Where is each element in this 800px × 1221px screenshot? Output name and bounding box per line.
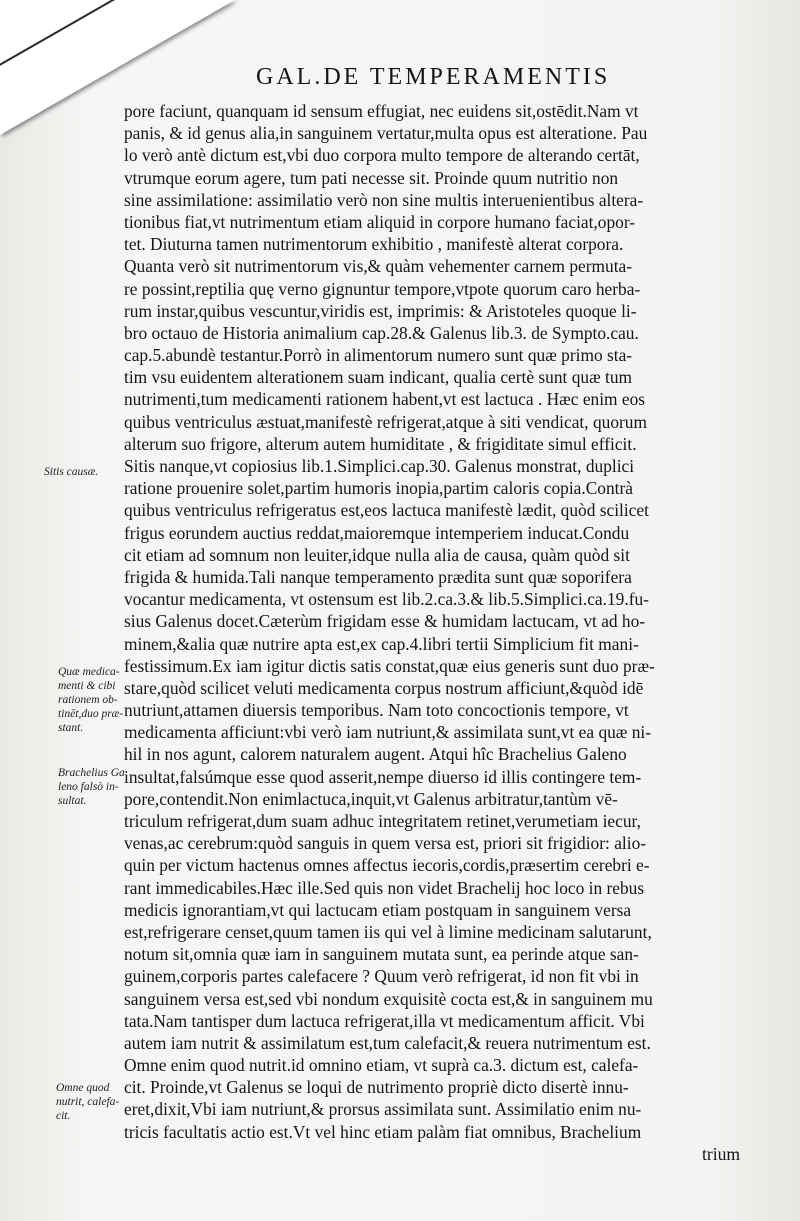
text-line: triculum refrigerat,dum suam adhuc integritatem retinet,verumetiam iecur, bbox=[124, 811, 641, 831]
text-line: tricis facultatis actio est.Vt vel hinc etiam palàm fiat omnibus, Brachelium bbox=[124, 1121, 642, 1142]
text-line: vtrumque eorum agere, tum pati necesse sit. Proinde quum nutritio non bbox=[124, 167, 619, 188]
text-line: eret,dixit,Vbi iam nutriunt,& prorsus assimilata sunt. Assimilatio enim nu- bbox=[124, 1099, 642, 1120]
text-line: guinem,corporis partes calefacere ? Quum verò refrigerat, id non fit vbi in bbox=[124, 966, 639, 987]
text-line: tata.Nam tantisper dum lactuca refrigerat,illa vt medicamentum afficit. Vbi bbox=[124, 1010, 645, 1031]
text-line: re possint,reptilia quę verno gignuntur tempore,vtpote quorum caro herba- bbox=[124, 278, 641, 299]
text-line: pore faciunt, quanquam id sensum effugiat, nec euidens sit,ostēdit.Nam vt bbox=[124, 101, 639, 121]
text-line: frigus eorundem auctius reddat,maioremque intemperiem inducat.Condu bbox=[124, 522, 630, 543]
margin-note-line: rationem ob- bbox=[58, 694, 118, 706]
running-header: GAL.DE TEMPERAMENTIS bbox=[256, 64, 611, 90]
text-line: tionibus fiat,vt nutrimentum etiam aliquid in corpore humano faciat,opor- bbox=[124, 211, 636, 232]
margin-note-line: nutrit, calefa- bbox=[56, 1096, 120, 1108]
text-line: est,refrigerare censet,quum tamen iis qui vel à limine medicinam salutarunt, bbox=[124, 921, 652, 942]
margin-note-line: cit. bbox=[56, 1110, 71, 1122]
body-text bbox=[124, 100, 764, 1165]
text-line: quibus ventriculus refrigeratus est,eos lactuca manifestè lædit, quòd scilicet bbox=[124, 500, 649, 521]
margin-note-omne-quod-nutrit bbox=[56, 1081, 119, 1123]
margin-note-line: stant. bbox=[58, 722, 84, 734]
margin-note-line: Omne quod bbox=[56, 1082, 110, 1094]
text-line: nutrimenti,tum medicamenti rationem habent,vt est lactuca . Hæc enim eos bbox=[124, 389, 646, 410]
margin-note-line: menti & cibi bbox=[58, 680, 116, 692]
text-line: Quanta verò sit nutrimentorum vis,& quàm vehementer carnem permuta- bbox=[124, 256, 633, 277]
text-line: ratione prouenire solet,partim humoris inopia,partim caloris copia.Contrà bbox=[124, 478, 634, 499]
margin-note-brachelius bbox=[58, 766, 125, 808]
margin-note-line: leno falsò in- bbox=[58, 781, 119, 793]
text-line: alterum suo frigore, alterum autem humiditate , & frigiditate simul efficit. bbox=[124, 433, 637, 454]
text-line: pore,contendit.Non enimlactuca,inquit,vt Galenus arbitratur,tantùm vē- bbox=[124, 788, 618, 809]
text-line: cap.5.abundè testantur.Porrò in alimentorum numero sunt quæ primo sta- bbox=[124, 345, 633, 366]
text-line: medicamenta afficiunt:vbi verò iam nutriunt,& assimilata sunt,vt ea quæ ni- bbox=[124, 722, 652, 743]
margin-note-line: Brachelius Ga bbox=[58, 767, 125, 779]
margin-note-duo-praestant bbox=[58, 665, 123, 735]
text-line: nutriunt,attamen diuersis temporibus. Nam toto concoctionis tempore, vt bbox=[124, 700, 629, 721]
text-line: Sitis nanque,vt copiosius lib.1.Simplici.cap.30. Galenus monstrat, duplici bbox=[124, 456, 635, 476]
text-line: notum sit,omnia quæ iam in sanguinem mutata sunt, ea perinde atque san- bbox=[124, 944, 639, 965]
text-line: hil in nos agunt, calorem naturalem augent. Atqui hîc Brachelius Galeno bbox=[124, 744, 627, 765]
text-line: bro octauo de Historia animalium cap.28.& Galenus lib.3. de Sympto.cau. bbox=[124, 322, 639, 343]
text-line: panis, & id genus alia,in sanguinem vertatur,multa opus est alteratione. Pau bbox=[124, 123, 648, 144]
text-line: sius Galenus docet.Cæterùm frigidam esse & humidam lactucam, vt ad ho- bbox=[124, 611, 646, 632]
text-line: rant immedicabiles.Hæc ille.Sed quis non videt Brachelij hoc loco in rebus bbox=[124, 877, 645, 898]
text-line: rum instar,quibus vescuntur,viridis est, imprimis: & Aristoteles quoque li- bbox=[124, 300, 637, 321]
text-line: frigida & humida.Tali nanque temperamento prædita sunt quæ soporifera bbox=[124, 566, 632, 587]
text-line: quibus ventriculus æstuat,manifestè refrigerat,atque à siti vendicat, quorum bbox=[124, 411, 648, 432]
text-line: autem iam nutrit & assimilatum est,tum calefacit,& reuera nutrimentum est. bbox=[124, 1032, 651, 1053]
margin-note-sitis-causae bbox=[44, 465, 98, 479]
text-line: venas,ac cerebrum:quòd sanguis in quem versa est, priori sit frigidior: alio- bbox=[124, 833, 647, 854]
margin-note-line: tinēt,duo præ- bbox=[58, 708, 124, 720]
margin-note-line: sultat. bbox=[58, 795, 87, 807]
margin-note-line: Quæ medica- bbox=[58, 666, 120, 678]
text-line: festissimum.Ex iam igitur dictis satis constat,quæ eius generis sunt duo præ- bbox=[124, 655, 655, 676]
text-line: insultat,falsúmque esse quod asserit,nempe diuerso id illis contingere tem- bbox=[124, 766, 642, 787]
text-line: cit. Proinde,vt Galenus se loqui de nutrimento propriè dicto disertè innu- bbox=[124, 1077, 629, 1098]
text-line: trium bbox=[702, 1143, 741, 1164]
text-line: lo verò antè dictum est,vbi duo corpora multo tempore de alterando certāt, bbox=[124, 145, 640, 166]
margin-note-line: Sitis causæ. bbox=[44, 466, 99, 478]
text-line: tet. Diuturna tamen nutrimentorum exhibitio , manifestè alterat corpora. bbox=[124, 234, 624, 255]
text-line: cit etiam ad somnum non leuiter,idque nulla alia de causa, quàm quòd sit bbox=[124, 544, 630, 565]
text-line: stare,quòd scilicet veluti medicamenta corpus nostrum afficiunt,&quòd idē bbox=[124, 677, 644, 698]
text-line: sanguinem versa est,sed vbi nondum exquisitè cocta est,& in sanguinem mu bbox=[124, 988, 653, 1009]
text-line: tim vsu euidentem alterationem suam indicant, qualia certè sunt quæ tum bbox=[124, 367, 633, 388]
text-line: medicis ignorantiam,vt qui lactucam etiam postquam in sanguinem versa bbox=[124, 899, 632, 920]
text-line: minem,&alia quæ nutrire apta est,ex cap.4.libri tertii Simplicium fit mani- bbox=[124, 633, 639, 654]
text-line: quin per victum hactenus omnes affectus iecoris,cordis,præsertim cerebri e- bbox=[124, 855, 650, 876]
text-line: Omne enim quod nutrit.id omnino etiam, vt suprà ca.3. dictum est, calefa- bbox=[124, 1055, 639, 1076]
text-line: sine assimilatione: assimilatio verò non sine multis interuenientibus altera- bbox=[124, 189, 644, 210]
text-line: vocantur medicamenta, vt ostensum est lib.2.ca.3.& lib.5.Simplici.ca.19.fu- bbox=[124, 589, 649, 610]
